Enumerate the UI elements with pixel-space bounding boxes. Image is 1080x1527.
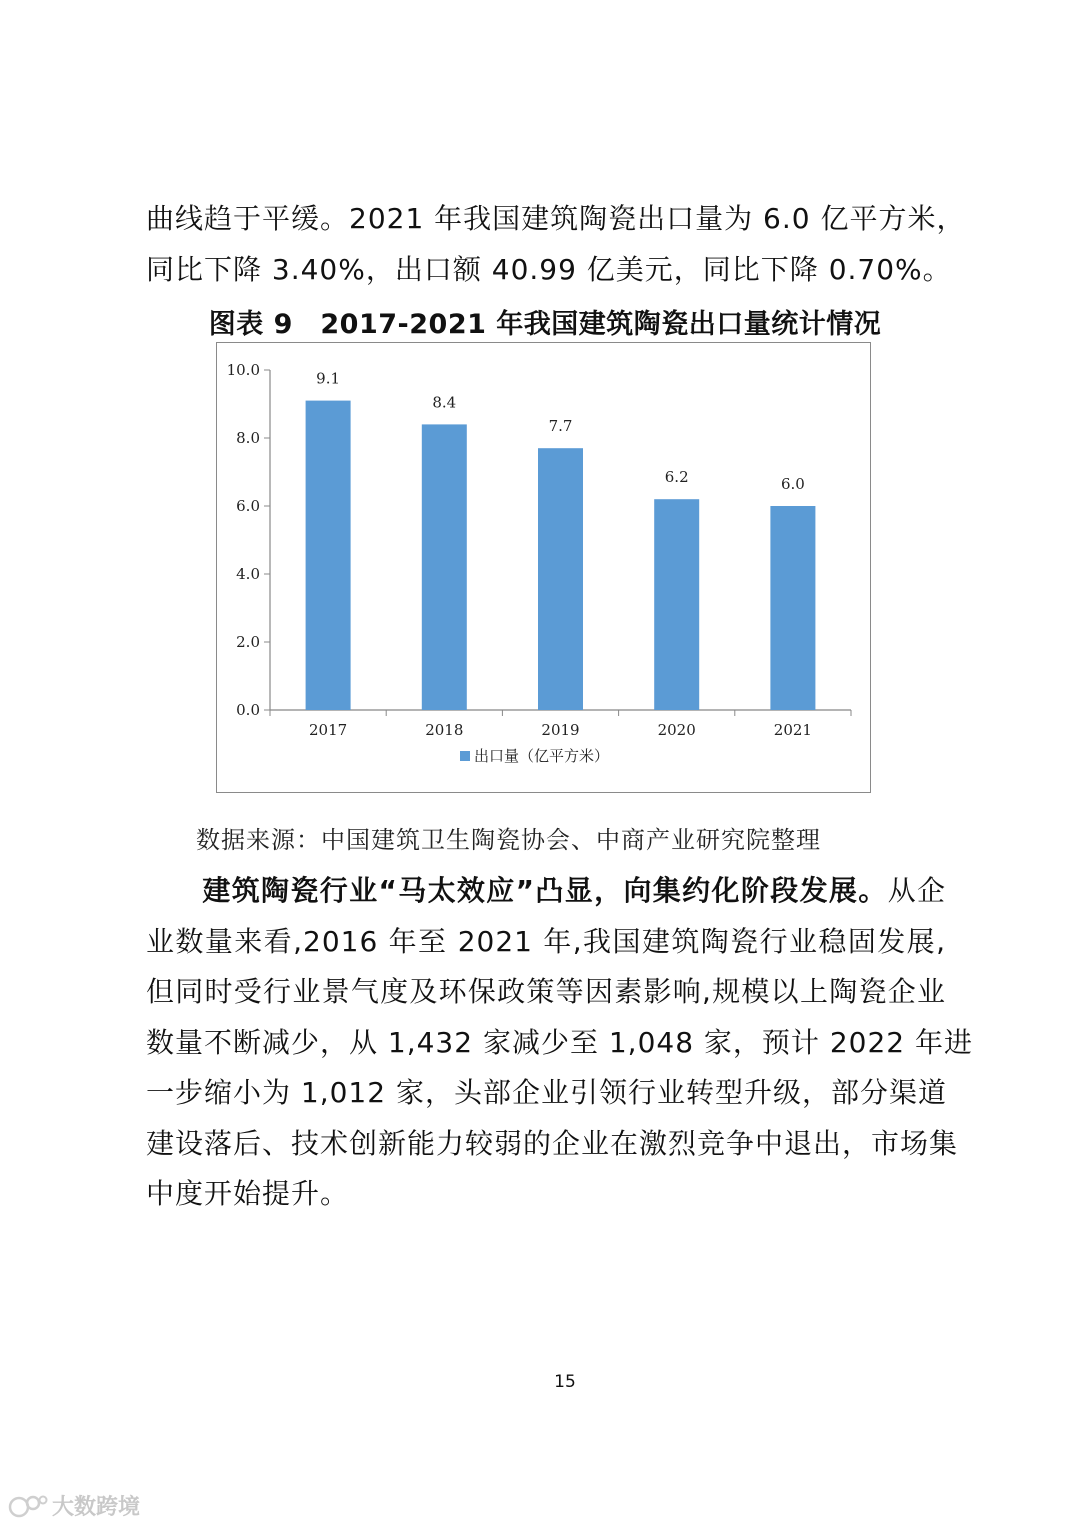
bar xyxy=(538,448,583,710)
legend-label: 出口量（亿平方米） xyxy=(474,747,610,765)
bar xyxy=(422,424,467,710)
data-source-note: 数据来源：中国建筑卫生陶瓷协会、中商产业研究院整理 xyxy=(196,826,821,854)
y-tick-label: 6.0 xyxy=(236,497,260,515)
y-tick-label: 10.0 xyxy=(226,361,260,379)
section-heading: 建筑陶瓷行业“马太效应”凸显，向集约化阶段发展。 xyxy=(202,874,888,907)
data-label: 8.4 xyxy=(432,393,457,412)
body-line-5: 一步缩小为 1,012 家，头部企业引领行业转型升级，部分渠道 xyxy=(146,1076,947,1109)
watermark-text: 大数跨境 xyxy=(52,1495,141,1520)
body-line-4: 数量不断减少，从 1,432 家减少至 1,048 家，预计 2022 年进 xyxy=(146,1025,973,1059)
x-tick-label: 2021 xyxy=(773,721,812,739)
bar xyxy=(654,499,699,710)
body-line-6: 建设落后、技术创新能力较弱的企业在激烈竞争中退出，市场集 xyxy=(146,1126,959,1160)
body-line-3: 但同时受行业景气度及环保政策等因素影响,规模以上陶瓷企业 xyxy=(146,975,946,1008)
watermark-logo-icon xyxy=(8,1492,48,1520)
y-tick-label: 2.0 xyxy=(236,633,260,651)
data-label: 6.0 xyxy=(780,475,805,493)
watermark xyxy=(8,1490,140,1521)
chart-container xyxy=(216,342,871,793)
data-label: 6.2 xyxy=(664,468,689,487)
intro-line-1: 曲线趋于平缓。2021 年我国建筑陶瓷出口量为 6.0 亿平方米， xyxy=(146,202,966,235)
x-tick-label: 2017 xyxy=(309,721,348,739)
y-tick-label: 4.0 xyxy=(236,565,260,583)
data-label: 7.7 xyxy=(548,417,573,436)
chart-title: 图表 9 2017-2021 年我国建筑陶瓷出口量统计情况 xyxy=(208,309,882,340)
body-paragraph xyxy=(146,866,973,1220)
x-tick-label: 2020 xyxy=(657,721,696,739)
body-line-1 xyxy=(146,866,946,917)
body-line-2: 业数量来看,2016 年至 2021 年,我国建筑陶瓷行业稳固发展, xyxy=(146,924,946,958)
y-tick-label: 8.0 xyxy=(236,429,260,447)
intro-paragraph xyxy=(146,194,966,295)
x-tick-label: 2019 xyxy=(541,721,580,739)
x-tick-label: 2018 xyxy=(425,721,464,739)
body-line-1-rest: 从企 xyxy=(887,874,946,907)
legend-swatch xyxy=(460,751,470,761)
bar xyxy=(770,506,815,710)
body-line-7: 中度开始提升。 xyxy=(146,1177,350,1210)
intro-line-2: 同比下降 3.40%，出口额 40.99 亿美元，同比下降 0.70%。 xyxy=(146,252,952,286)
y-tick-label: 0.0 xyxy=(236,701,260,719)
bar xyxy=(306,401,351,710)
page-number: 15 xyxy=(554,1372,576,1392)
data-label: 9.1 xyxy=(316,369,341,388)
bar-chart xyxy=(217,343,869,791)
